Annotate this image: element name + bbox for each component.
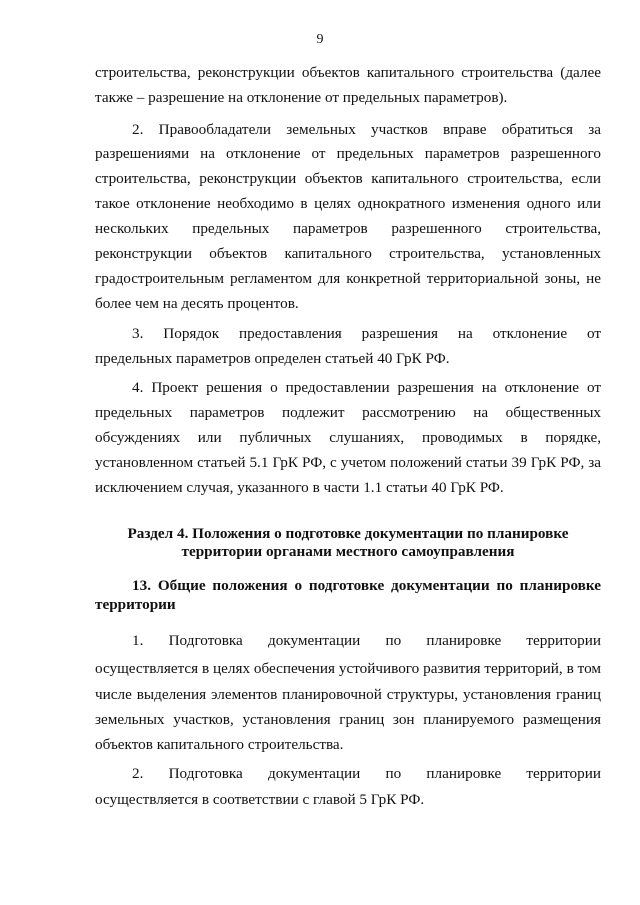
text-line: предельных параметров определен статьей 40 ГрК РФ. (95, 350, 450, 367)
text-line: предельных параметров подлежит рассмотрению на общественных (95, 404, 601, 421)
text-line: градостроительным регламентом для конкретной территориальной зоны, не (95, 270, 601, 287)
text-line: обсуждениях или публичных слушаниях, проводимых в порядке, (95, 429, 601, 446)
text-line: такое отклонение необходимо в целях однократного изменения одного или (95, 195, 601, 212)
text-line: установленном статьей 5.1 ГрК РФ, с учетом положений статьи 39 ГрК РФ, за (95, 454, 601, 471)
text-line: осуществляется в целях обеспечения устойчивого развития территорий, в том (95, 660, 601, 677)
section-heading: территории органами местного самоуправления (181, 543, 515, 560)
section-heading: Раздел 4. Положения о подготовке документации по планировке (127, 525, 569, 542)
text-line: также – разрешение на отклонение от предельных параметров). (95, 89, 508, 106)
text-line: исключением случая, указанного в части 1.1 статьи 40 ГрК РФ. (95, 479, 504, 496)
subsection-heading: 13. Общие положения о подготовке документации по планировке (132, 577, 601, 594)
text-line: более чем на десять процентов. (95, 295, 299, 312)
text-line: строительства, реконструкции объектов капитального строительства (далее (95, 64, 601, 81)
text-line: осуществляется в соответствии с главой 5 ГрК РФ. (95, 791, 425, 808)
text-line: разрешениями на отклонение от предельных параметров разрешенного (95, 145, 601, 162)
paragraph-4-line: 4. Проект решения о предоставлении разрешения на отклонение от (132, 379, 601, 396)
text-line: нескольких предельных параметров разрешенного строительства, (95, 220, 601, 237)
text-line: реконструкции объектов капитального строительства, установленных (95, 245, 601, 262)
text-line: строительства, реконструкции объектов капитального строительства, если (95, 170, 601, 187)
paragraph-3-line: 3. Порядок предоставления разрешения на отклонение от (132, 325, 601, 342)
paragraph-1-line: 1. Подготовка документации по планировке территории (132, 632, 601, 649)
subsection-heading: территории (95, 596, 176, 613)
paragraph-2-line: 2. Подготовка документации по планировке территории (132, 765, 601, 782)
paragraph-2-line: 2. Правообладатели земельных участков вправе обратиться за (132, 121, 601, 138)
text-line: объектов капитального строительства. (95, 736, 344, 753)
text-line: земельных участков, установления границ зон планируемого размещения (95, 711, 601, 728)
page-number: 9 (316, 32, 324, 47)
text-line: числе выделения элементов планировочной структуры, установления границ (95, 686, 601, 703)
